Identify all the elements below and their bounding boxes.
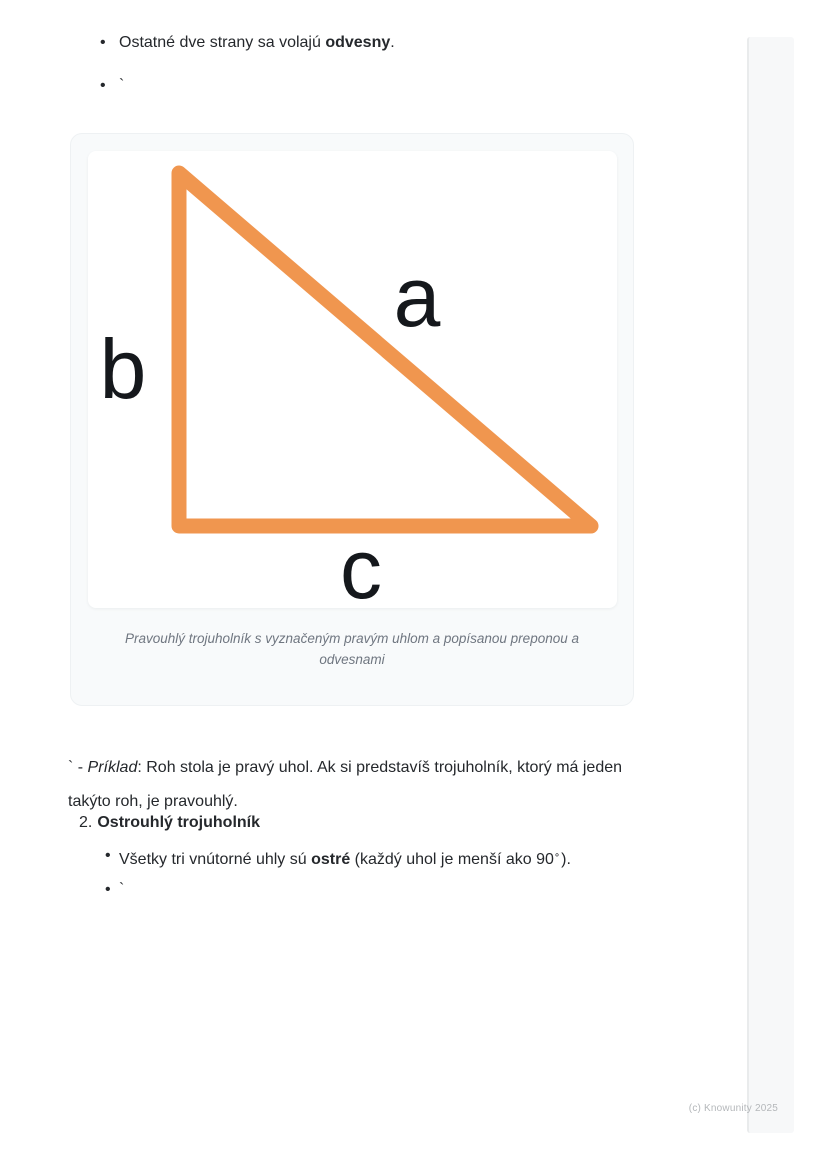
nested-list [68,844,780,902]
list-item-text: Všetky tri vnútorné uhly sú ostré (každý uhol je menší ako 90∘). [119,850,571,868]
item-title-text: Ostrouhlý trojuholník [97,814,261,831]
right-triangle-drawing [88,151,617,608]
bullet-icon [105,844,117,868]
triangle-figure-image[interactable] [88,151,617,608]
figure-caption: Pravouhlý trojuholník s vyznačeným pravým uhlom a popísanou preponou a odvesnami [124,631,579,667]
scrollbar-track[interactable] [747,37,794,1133]
triangle-outline [179,173,591,526]
bullet-icon [100,74,112,98]
list-item [68,31,395,55]
list-item-text: ` [119,881,125,898]
copyright-footer: (c) Knowunity 2025 [688,1103,778,1114]
list-item [68,74,395,98]
numbered-section [68,811,780,908]
left-leg-label: b [99,322,147,416]
list-item-text: ` [119,77,125,94]
item-number: 2. [79,814,93,831]
bullet-icon [105,878,117,902]
hypotenuse-label: a [393,250,441,344]
list-item [68,878,780,902]
example-paragraph: ` - Príklad: Roh stola je pravý uhol. Ak si predstavíš trojuholník, ktorý má jeden takýto roh, je pravouhlý. [68,759,623,810]
example-word-italic: Príklad [87,759,138,776]
bullet-icon [100,31,112,55]
numbered-item-title [68,811,780,835]
degree-symbol: ∘ [553,850,562,861]
list-item [68,844,780,872]
base-label: c [340,522,382,608]
intro-list [68,31,395,117]
list-item-text: Ostatné dve strany sa volajú odvesny. [119,34,395,51]
figure-card [70,133,634,706]
